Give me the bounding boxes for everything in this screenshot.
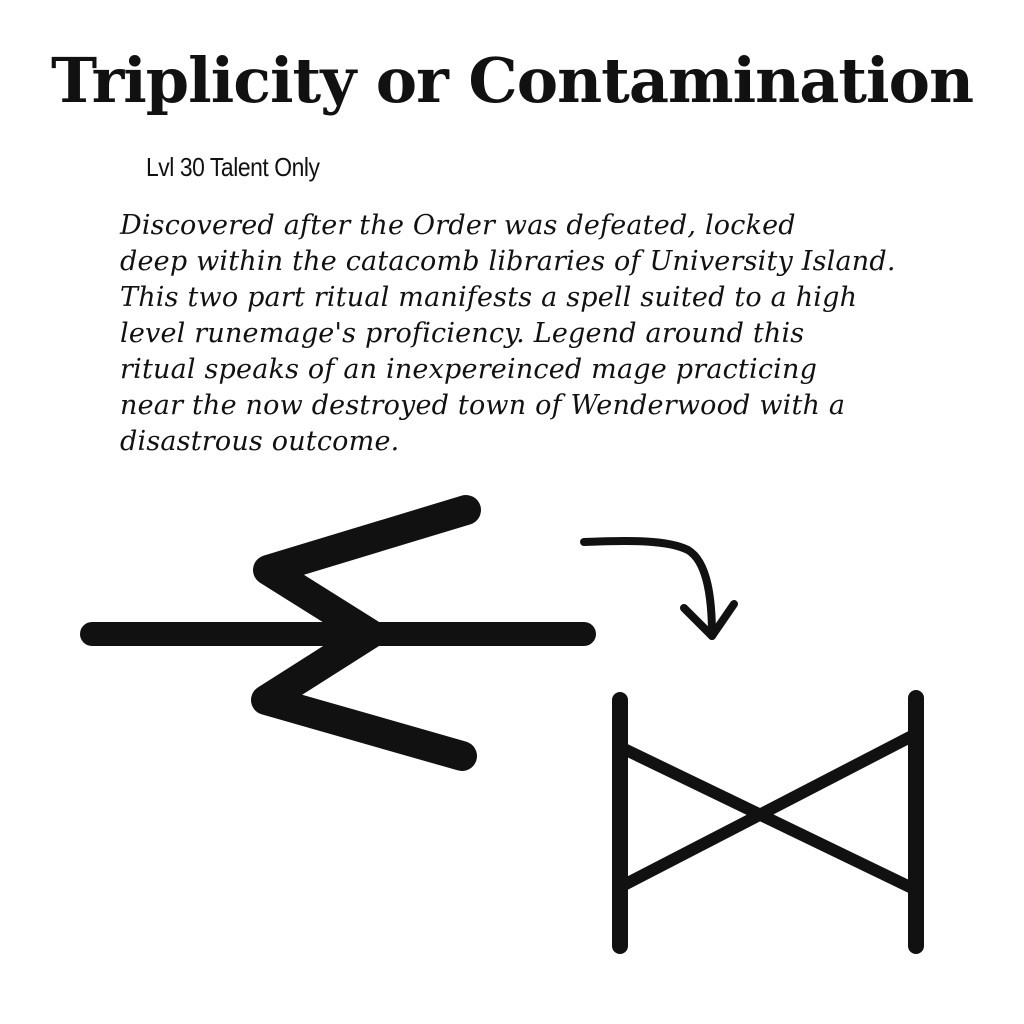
description-line: Discovered after the Order was defeated, locked xyxy=(120,210,796,241)
description-line: This two part ritual manifests a spell suited to a high xyxy=(120,282,858,313)
description-line: disastrous outcome. xyxy=(120,426,400,457)
description-line: ritual speaks of an inexpereinced mage practicing xyxy=(120,354,818,385)
triple-chevron-rune-icon xyxy=(92,510,584,756)
description-line: level runemage's proficiency. Legend around this xyxy=(120,318,805,349)
hourglass-rune-icon xyxy=(620,698,916,946)
curved-arrow-icon xyxy=(584,541,734,636)
talent-requirement: Lvl 30 Talent Only xyxy=(146,152,320,182)
description-line: near the now destroyed town of Wenderwood with a xyxy=(120,390,846,421)
page-title: Triplicity or Contamination xyxy=(50,44,974,117)
description-line: deep within the catacomb libraries of University Island. xyxy=(120,246,896,277)
